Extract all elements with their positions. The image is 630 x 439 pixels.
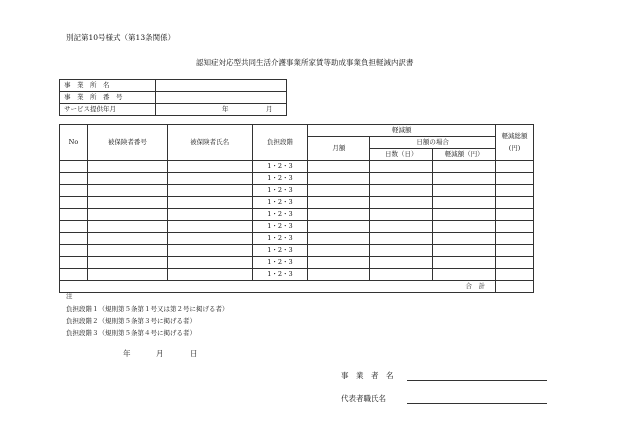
business-name-label: 事 業 者 名 [341,371,394,380]
days-cell[interactable] [370,161,433,173]
reduction-total-cell[interactable] [496,233,534,245]
burden-stage-cell[interactable]: 1・2・3 [252,173,308,185]
monthly-cell[interactable] [308,185,370,197]
office-number-value[interactable] [156,92,287,104]
office-name-row [60,80,287,92]
office-name-value[interactable] [156,80,287,92]
table-row [60,161,534,173]
row-no-cell[interactable] [60,161,88,173]
reduction-breakdown-table [59,124,534,293]
reduction-amount-cell[interactable] [433,197,496,209]
burden-stage-cell[interactable]: 1・2・3 [252,233,308,245]
days-cell[interactable] [370,257,433,269]
table-row [60,221,534,233]
reduction-total-cell[interactable] [496,245,534,257]
insured-number-cell[interactable] [87,233,167,245]
insured-name-cell[interactable] [167,269,252,281]
insured-number-cell[interactable] [87,197,167,209]
total-value-cell[interactable] [496,281,534,293]
monthly-cell[interactable] [308,173,370,185]
header-no: No [60,125,88,161]
reduction-amount-cell[interactable] [433,269,496,281]
date-month-label: 月 [156,349,164,358]
total-label: 合 計 [60,281,496,293]
days-cell[interactable] [370,269,433,281]
reduction-total-cell[interactable] [496,161,534,173]
header-reduction-total-label: 軽減総額 [501,131,528,140]
table-row [60,245,534,257]
header-daily-case: 日額の場合 [370,137,496,149]
office-name-label: 事 業 所 名 [60,80,156,92]
insured-number-cell[interactable] [87,173,167,185]
table-row [60,257,534,269]
date-day-label: 日 [190,349,198,358]
monthly-cell[interactable] [308,197,370,209]
note-item: 負担段階２（規則第５条第３号に掲げる者） [66,317,196,325]
table-row [60,173,534,185]
office-number-label: 事 業 所 番 号 [60,92,156,104]
row-no-cell[interactable] [60,209,88,221]
days-cell[interactable] [370,197,433,209]
reduction-amount-cell[interactable] [433,161,496,173]
row-no-cell[interactable] [60,245,88,257]
representative-name-label: 代表者職氏名 [341,394,386,403]
header-days: 日数（日） [370,149,433,161]
header-monthly: 月額 [308,137,370,161]
service-year-label: 年 [222,105,229,113]
table-row [60,197,534,209]
reduction-total-cell[interactable] [496,209,534,221]
burden-stage-cell[interactable]: 1・2・3 [252,161,308,173]
insured-number-cell[interactable] [87,245,167,257]
days-cell[interactable] [370,173,433,185]
row-no-cell[interactable] [60,269,88,281]
header-insured-number: 被保険者番号 [87,125,167,161]
row-no-cell[interactable] [60,197,88,209]
row-no-cell[interactable] [60,185,88,197]
business-name-line[interactable] [407,380,547,381]
insured-name-cell[interactable] [167,197,252,209]
days-cell[interactable] [370,209,433,221]
row-no-cell[interactable] [60,257,88,269]
header-reduction-total-unit: (円) [508,143,521,152]
burden-stage-cell[interactable]: 1・2・3 [252,269,308,281]
service-month-label: サービス提供年月 [60,104,156,116]
burden-stage-cell[interactable]: 1・2・3 [252,185,308,197]
reduction-total-cell[interactable] [496,221,534,233]
table-row [60,233,534,245]
reduction-total-cell[interactable] [496,185,534,197]
header-reduction-total [496,125,534,161]
header-burden-stage: 負担段階 [252,125,308,161]
service-month-value[interactable] [156,104,287,116]
insured-name-cell[interactable] [167,233,252,245]
insured-number-cell[interactable] [87,161,167,173]
table-row [60,209,534,221]
monthly-cell[interactable] [308,209,370,221]
document-title: 認知症対応型共同生活介護事業所家賃等助成事業負担軽減内訳書 [196,58,414,67]
reduction-amount-cell[interactable] [433,221,496,233]
days-cell[interactable] [370,221,433,233]
reduction-amount-cell[interactable] [433,245,496,257]
insured-number-cell[interactable] [87,269,167,281]
header-reduction: 軽減額 [308,125,496,137]
insured-name-cell[interactable] [167,245,252,257]
office-info-table [59,79,287,116]
burden-stage-cell[interactable]: 1・2・3 [252,197,308,209]
days-cell[interactable] [370,245,433,257]
insured-number-cell[interactable] [87,257,167,269]
insured-name-cell[interactable] [167,257,252,269]
table-row [60,185,534,197]
monthly-cell[interactable] [308,257,370,269]
note-item: 負担段階１（規則第５条第１号又は第２号に掲げる者） [66,305,229,313]
burden-stage-cell[interactable]: 1・2・3 [252,209,308,221]
header-reduction-amount: 軽減額（円） [433,149,496,161]
burden-stage-cell[interactable]: 1・2・3 [252,257,308,269]
reduction-total-cell[interactable] [496,173,534,185]
insured-name-cell[interactable] [167,209,252,221]
row-no-cell[interactable] [60,221,88,233]
table-row [60,269,534,281]
monthly-cell[interactable] [308,221,370,233]
monthly-cell[interactable] [308,233,370,245]
reduction-total-cell[interactable] [496,269,534,281]
monthly-cell[interactable] [308,161,370,173]
reduction-amount-cell[interactable] [433,233,496,245]
insured-name-cell[interactable] [167,173,252,185]
total-row [60,281,534,293]
monthly-cell[interactable] [308,269,370,281]
form-number: 別記第10号様式（第13条関係） [66,33,176,42]
insured-number-cell[interactable] [87,185,167,197]
monthly-cell[interactable] [308,245,370,257]
office-number-row [60,92,287,104]
note-item: 負担段階３（規則第５条第４号に掲げる者） [66,329,196,337]
reduction-amount-cell[interactable] [433,173,496,185]
days-cell[interactable] [370,185,433,197]
days-cell[interactable] [370,233,433,245]
row-no-cell[interactable] [60,173,88,185]
header-insured-name: 被保険者氏名 [167,125,252,161]
insured-number-cell[interactable] [87,209,167,221]
notes-heading: 注 [66,292,73,300]
service-month-unit-label: 月 [266,105,273,113]
reduction-amount-cell[interactable] [433,209,496,221]
reduction-total-cell[interactable] [496,257,534,269]
insured-name-cell[interactable] [167,221,252,233]
insured-number-cell[interactable] [87,221,167,233]
reduction-amount-cell[interactable] [433,257,496,269]
reduction-total-cell[interactable] [496,197,534,209]
date-year-label: 年 [123,349,131,358]
representative-name-line[interactable] [407,403,547,404]
row-no-cell[interactable] [60,233,88,245]
insured-name-cell[interactable] [167,161,252,173]
reduction-amount-cell[interactable] [433,185,496,197]
burden-stage-cell[interactable]: 1・2・3 [252,221,308,233]
insured-name-cell[interactable] [167,185,252,197]
service-month-row [60,104,287,116]
burden-stage-cell[interactable]: 1・2・3 [252,245,308,257]
